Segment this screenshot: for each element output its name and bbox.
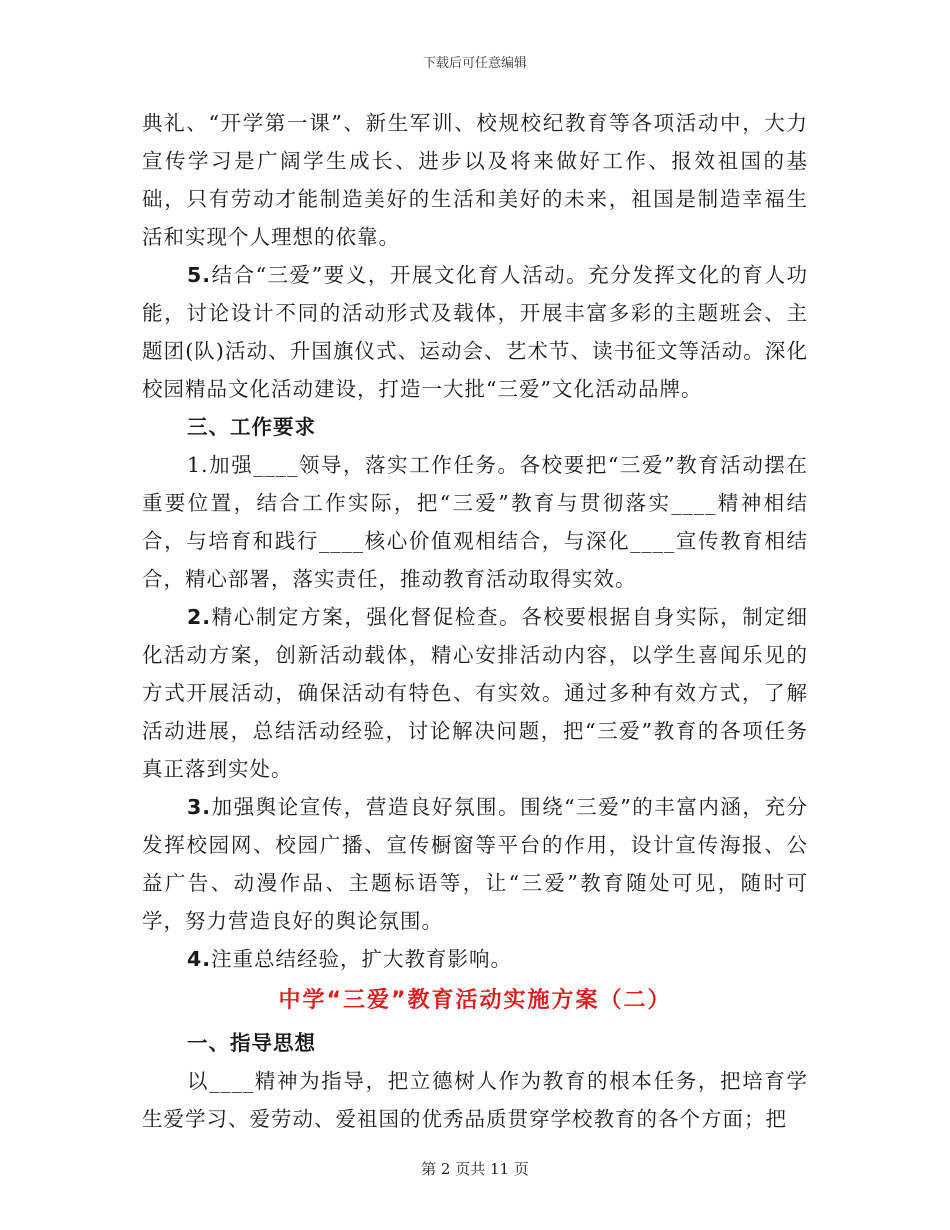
paragraph-item-5 (142, 256, 808, 408)
paragraph-continuation: 典礼、“开学第一课”、新生军训、校规校纪教育等各项活动中，大力宣传学习是广阔学生成长、进步以及将来做好工作、报效祖国的基础，只有劳动才能制造美好的生活和美好的未来，祖国是制造幸福生活和实现个人理想的依靠。 (142, 111, 808, 249)
document-title-part-two: 中学“三爱”教育活动实施方案（二） (278, 988, 672, 1013)
requirement-item-3 (142, 788, 808, 940)
requirement-item-4 (142, 940, 808, 978)
document-body (142, 104, 808, 1138)
requirement-item-2 (142, 598, 808, 788)
item-text: 结合“三爱”要义，开展文化育人活动。充分发挥文化的育人功能，讨论设计不同的活动形式及载体，开展丰富多彩的主题班会、主题团(队)活动、升国旗仪式、运动会、艺术节、读书征文等活动。深化校园精品文化活动建设，打造一大批“三爱”文化活动品牌。 (142, 263, 808, 401)
item-text: 注重总结经验，扩大教育影响。 (211, 947, 513, 971)
section-heading-guiding-ideology: 一、指导思想 (187, 1031, 316, 1055)
requirement-item-1: 1.加强____领导，落实工作任务。各校要把“三爱”教育活动摆在重要位置，结合工作实际，把“三爱”教育与贯彻落实____精神相结合，与培育和践行____核心价值观相结合，与深化____宣传教育相结合，精心部署，落实责任，推动教育活动取得实效。 (142, 453, 808, 591)
item-number: 2. (187, 605, 212, 629)
section-heading-work-requirements: 三、工作要求 (187, 415, 316, 439)
item-text: 加强舆论宣传，营造良好氛围。围绕“三爱”的丰富内涵，充分发挥校园网、校园广播、宣传橱窗等平台的作用，设计宣传海报、公益广告、动漫作品、主题标语等，让“三爱”教育随处可见，随时可学，努力营造良好的舆论氛围。 (142, 795, 808, 933)
page-header: 下载后可任意编辑 (422, 56, 527, 71)
item-number: 3. (187, 795, 212, 819)
guiding-ideology-paragraph: 以____精神为指导，把立德树人作为教育的根本任务，把培育学生爱学习、爱劳动、爱祖国的优秀品质贯穿学校教育的各个方面；把 (142, 1069, 808, 1131)
item-number: 4. (187, 947, 212, 971)
item-number: 5. (187, 263, 212, 287)
page-footer: 第 2 页共 11 页 (421, 1160, 529, 1178)
item-text: 精心制定方案，强化督促检查。各校要根据自身实际，制定细化活动方案，创新活动载体，精心安排活动内容，以学生喜闻乐见的方式开展活动，确保活动有特色、有实效。通过多种有效方式，了解活动进展，总结活动经验，讨论解决问题，把“三爱”教育的各项任务真正落到实处。 (142, 605, 808, 781)
